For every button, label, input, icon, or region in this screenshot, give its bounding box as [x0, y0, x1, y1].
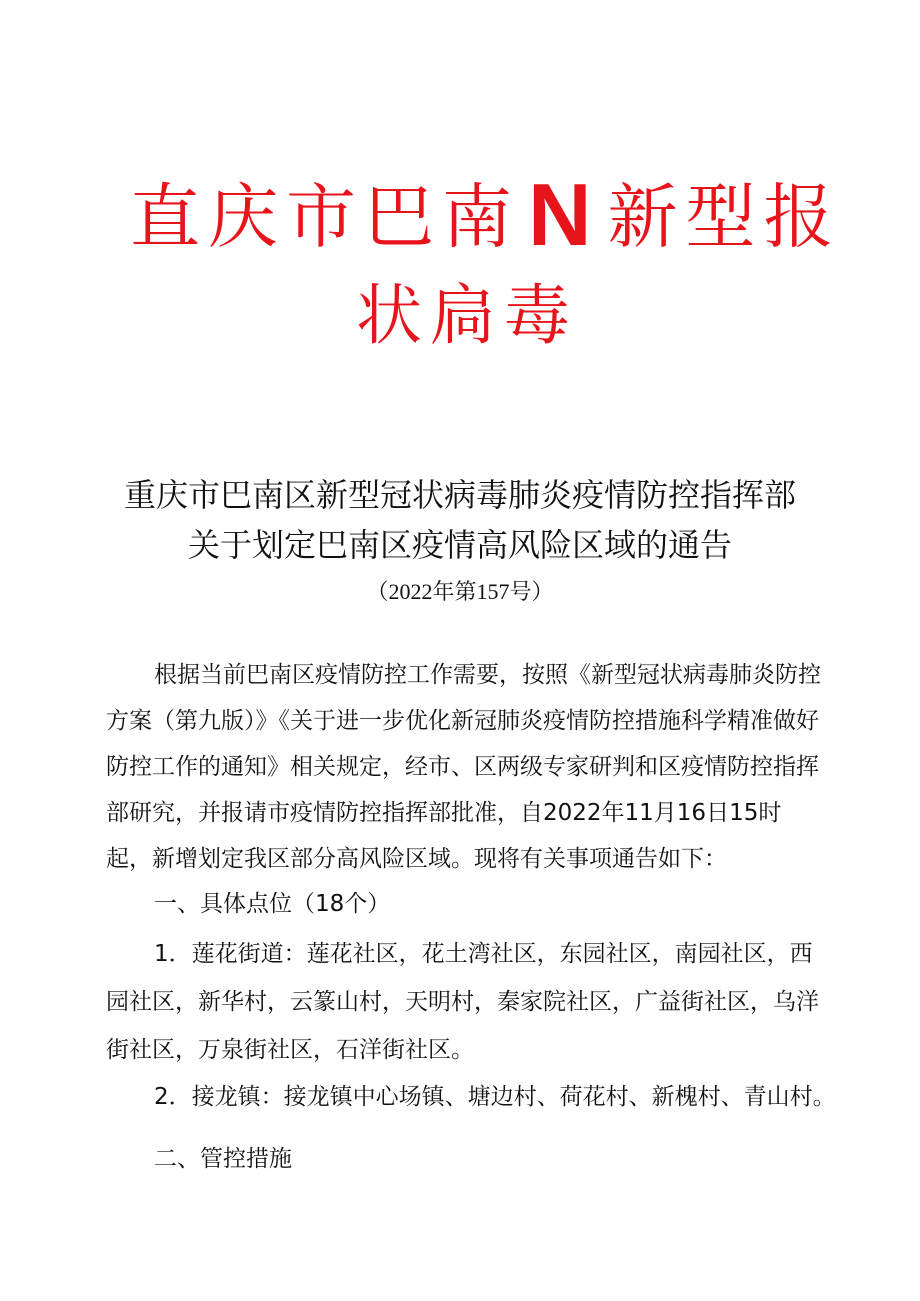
- masthead-line-2: 状扃毒: [356, 277, 578, 354]
- intro-text: 根据当前巴南区疫情防控工作需要，按照《新型冠状病毒肺炎防控方案（第九版）》《关于进一步优化新冠肺炎疫情防控措施科学精准做好防控工作的通知》相关规定，经市、区两级专家研判和区疫情防控指挥部研究，并报请市疫情防控指挥部批准，自2022年11月16日15时起，新增划定我区部分高风险区域。现将有关事项通告如下：: [106, 662, 821, 872]
- document-number: （2022年第157号）: [366, 579, 554, 604]
- item-1-text: 1．莲花街道：莲花社区，花土湾社区，东园社区，南园社区，西园社区，新华村，云篆山村，天明村，秦家院社区，广益街社区，乌洋街社区，万泉街社区，石洋街社区。: [106, 941, 819, 1063]
- item-2-jielong: 2．接龙镇：接龙镇中心场镇、塘边村、荷花村、新槐村、青山村。: [154, 1084, 836, 1110]
- masthead-text-a: 直庆市巴南: [130, 176, 520, 258]
- section-1-heading: 一、具体点位（18个）: [154, 891, 391, 917]
- masthead-line-1: [130, 160, 920, 262]
- item-1-lianhua: [106, 930, 826, 1074]
- masthead-text-b: 新型报: [607, 176, 842, 258]
- section-2-heading: 二、管控措施: [154, 1146, 292, 1172]
- intro-paragraph: [106, 652, 826, 882]
- document-title-line-1: 重庆市巴南区新型冠状病毒肺炎疫情防控指挥部: [123, 476, 796, 514]
- masthead-letter-n: N: [528, 165, 600, 264]
- document-title-line-2: 关于划定巴南区疫情高风险区域的通告: [187, 526, 732, 564]
